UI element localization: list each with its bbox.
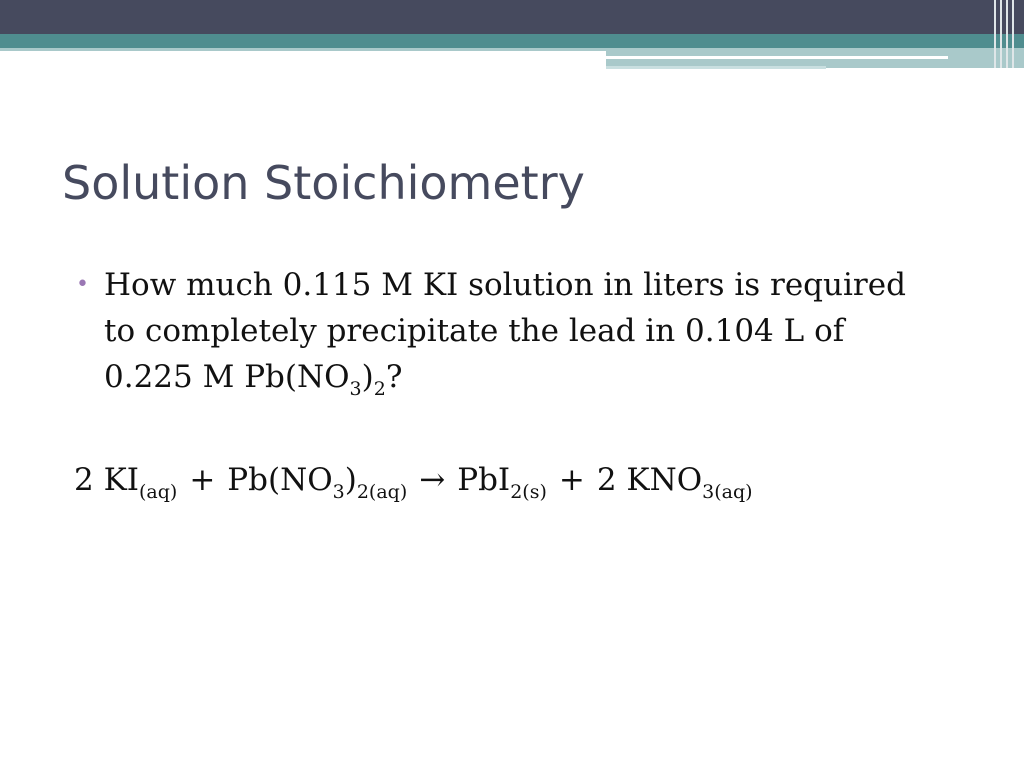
subscript: 2 <box>373 378 386 400</box>
bullet-marker-icon: • <box>76 272 89 297</box>
state-subscript: (aq) <box>138 481 178 503</box>
bullet-text-part: ) <box>361 359 374 395</box>
state-subscript: 2(aq) <box>356 481 408 503</box>
bullet-text <box>76 262 916 400</box>
chemical-equation <box>74 462 753 503</box>
bullet-text-part: ? <box>385 359 403 395</box>
bullet-text-part: How much 0.115 M KI solution in liters is required to completely precipitate the lead in 0.104 L of 0.225 M Pb(NO <box>104 267 906 395</box>
paren-close: ) <box>344 462 357 498</box>
plus-operator: + <box>189 462 216 498</box>
plus-operator: + <box>558 462 585 498</box>
header-right-stripe-bottom <box>606 66 826 69</box>
state-subscript: 3(aq) <box>702 481 753 503</box>
header-dark-band <box>0 0 1024 34</box>
header-teal-band <box>0 34 1024 48</box>
reaction-arrow-icon: → <box>419 462 446 498</box>
reactant-ki: 2 KI <box>74 462 139 498</box>
slide-title: Solution Stoichiometry <box>62 156 585 210</box>
product-pbi2: PbI <box>457 462 511 498</box>
product-kno3: 2 KNO <box>596 462 703 498</box>
bullet-item <box>76 262 916 400</box>
header-thin-line <box>0 48 606 51</box>
header-right-stripe <box>606 56 948 59</box>
subscript: 3 <box>349 378 362 400</box>
reactant-lead-nitrate: Pb(NO <box>227 462 333 498</box>
subscript: 3 <box>332 481 345 503</box>
header-vertical-stripes <box>992 0 1024 68</box>
state-subscript: 2(s) <box>510 481 547 503</box>
